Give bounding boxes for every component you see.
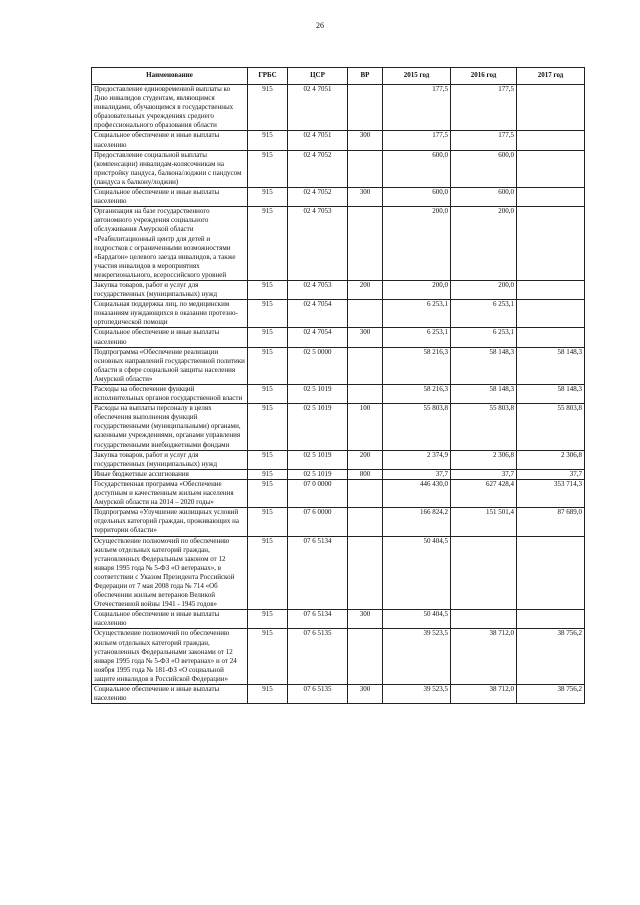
table-row <box>92 207 585 281</box>
cell-grbs: 915 <box>248 536 288 610</box>
cell-2017: 58 148,3 <box>517 385 585 404</box>
cell-vr <box>348 150 383 187</box>
cell-2015: 200,0 <box>383 207 451 281</box>
table-row <box>92 85 585 131</box>
cell-2016: 151 501,4 <box>451 508 517 536</box>
cell-vr: 300 <box>348 610 383 629</box>
cell-name: Подпрограмма «Обеспечение реализации основных направлений государственной политики области в сфере социальной защиты населения Амурской области» <box>92 347 248 384</box>
col-header-2017: 2017 год <box>517 68 585 85</box>
cell-2015: 177,5 <box>383 85 451 131</box>
table-row <box>92 328 585 347</box>
cell-vr <box>348 207 383 281</box>
cell-2015: 37,7 <box>383 469 451 479</box>
cell-2015: 58 216,3 <box>383 347 451 384</box>
cell-grbs: 915 <box>248 385 288 404</box>
cell-2016: 200,0 <box>451 280 517 299</box>
cell-vr: 300 <box>348 685 383 704</box>
table-row <box>92 131 585 150</box>
table-row <box>92 347 585 384</box>
cell-grbs: 915 <box>248 404 288 450</box>
cell-grbs: 915 <box>248 328 288 347</box>
cell-2015: 50 404,5 <box>383 536 451 610</box>
cell-name: Закупка товаров, работ и услуг для государственных (муниципальных) нужд <box>92 280 248 299</box>
cell-2016: 200,0 <box>451 207 517 281</box>
cell-vr <box>348 347 383 384</box>
col-header-csr: ЦСР <box>288 68 348 85</box>
cell-2017 <box>517 207 585 281</box>
cell-2016 <box>451 536 517 610</box>
cell-2016: 37,7 <box>451 469 517 479</box>
cell-2015: 6 253,1 <box>383 300 451 328</box>
cell-2015: 200,0 <box>383 280 451 299</box>
cell-2017: 55 803,8 <box>517 404 585 450</box>
cell-2017 <box>517 85 585 131</box>
col-header-vr: ВР <box>348 68 383 85</box>
table-row <box>92 479 585 507</box>
cell-grbs: 915 <box>248 131 288 150</box>
cell-2016: 6 253,1 <box>451 328 517 347</box>
cell-2016: 600,0 <box>451 150 517 187</box>
cell-vr <box>348 300 383 328</box>
cell-name: Осуществление полномочий по обеспечению жильем отдельных категорий граждан, установленных Федеральными законами от 12 января 1995 года № 5-ФЗ «О ветеранах» и от 24 ноября 1995 года № 181-ФЗ «О социальной защите инвалидов в Российской Федерации» <box>92 629 248 685</box>
cell-2017 <box>517 328 585 347</box>
cell-csr: 07 6 5135 <box>288 685 348 704</box>
cell-name: Социальное обеспечение и иные выплаты населению <box>92 685 248 704</box>
cell-2016: 177,5 <box>451 85 517 131</box>
cell-grbs: 915 <box>248 300 288 328</box>
cell-csr: 02 4 7051 <box>288 85 348 131</box>
cell-grbs: 915 <box>248 188 288 207</box>
cell-vr <box>348 536 383 610</box>
cell-2017 <box>517 188 585 207</box>
cell-csr: 02 5 1019 <box>288 385 348 404</box>
table-row <box>92 188 585 207</box>
col-header-grbs: ГРБС <box>248 68 288 85</box>
table-row <box>92 469 585 479</box>
cell-csr: 02 5 1019 <box>288 450 348 469</box>
cell-grbs: 915 <box>248 347 288 384</box>
cell-2016: 55 803,8 <box>451 404 517 450</box>
cell-name: Социальное обеспечение и иные выплаты населению <box>92 610 248 629</box>
cell-csr: 02 5 1019 <box>288 469 348 479</box>
cell-name: Государственная программа «Обеспечение доступным и качественным жильем населения Амурской области на 2014 – 2020 годы» <box>92 479 248 507</box>
cell-csr: 07 6 5134 <box>288 610 348 629</box>
cell-2015: 446 430,0 <box>383 479 451 507</box>
cell-2015: 50 404,5 <box>383 610 451 629</box>
table-row <box>92 508 585 536</box>
cell-2016: 6 253,1 <box>451 300 517 328</box>
table-row <box>92 300 585 328</box>
cell-2016 <box>451 610 517 629</box>
table-row <box>92 404 585 450</box>
cell-csr: 02 4 7054 <box>288 300 348 328</box>
cell-name: Организация на базе государственного автономного учреждения социального обслуживания Амурской области «Реабилитационный центр для детей и подростков с ограниченными возможностями «Бардагон» целевого заезда инвалидов, а также участия инвалидов в мероприятиях межрегионального, всероссийского уровней <box>92 207 248 281</box>
cell-csr: 02 5 0000 <box>288 347 348 384</box>
cell-2016: 58 148,3 <box>451 347 517 384</box>
cell-vr: 800 <box>348 469 383 479</box>
cell-2016: 177,5 <box>451 131 517 150</box>
cell-name: Социальное обеспечение и иные выплаты населению <box>92 188 248 207</box>
table-row <box>92 450 585 469</box>
cell-2015: 600,0 <box>383 150 451 187</box>
cell-vr <box>348 508 383 536</box>
cell-2017 <box>517 300 585 328</box>
cell-vr: 300 <box>348 131 383 150</box>
cell-grbs: 915 <box>248 207 288 281</box>
table-body <box>92 85 585 704</box>
cell-2017: 2 306,8 <box>517 450 585 469</box>
cell-name: Иные бюджетные ассигнования <box>92 469 248 479</box>
cell-2017: 37,7 <box>517 469 585 479</box>
cell-2016: 38 712,0 <box>451 629 517 685</box>
cell-csr: 02 4 7054 <box>288 328 348 347</box>
cell-vr: 100 <box>348 404 383 450</box>
cell-csr: 02 4 7052 <box>288 150 348 187</box>
cell-vr <box>348 385 383 404</box>
cell-2016: 38 712,0 <box>451 685 517 704</box>
col-header-name: Наименование <box>92 68 248 85</box>
cell-name: Расходы на обеспечение функций исполнительных органов государственной власти <box>92 385 248 404</box>
cell-2016: 58 148,3 <box>451 385 517 404</box>
cell-csr: 07 0 0000 <box>288 479 348 507</box>
cell-2015: 177,5 <box>383 131 451 150</box>
cell-2017: 87 689,0 <box>517 508 585 536</box>
cell-name: Социальное обеспечение и иные выплаты населению <box>92 328 248 347</box>
cell-vr <box>348 479 383 507</box>
cell-2015: 55 803,8 <box>383 404 451 450</box>
cell-2017: 38 756,2 <box>517 629 585 685</box>
cell-csr: 02 4 7051 <box>288 131 348 150</box>
cell-2016: 2 306,8 <box>451 450 517 469</box>
cell-vr: 200 <box>348 280 383 299</box>
cell-2017 <box>517 610 585 629</box>
table-row <box>92 536 585 610</box>
table-row <box>92 150 585 187</box>
cell-name: Предоставление единовременной выплаты ко Дню инвалидов студентам, являющимся инвалидами, обучающимся в государственных образовательных учреждениях среднего профессионального образования области <box>92 85 248 131</box>
cell-2017 <box>517 280 585 299</box>
cell-vr <box>348 629 383 685</box>
cell-grbs: 915 <box>248 150 288 187</box>
cell-csr: 02 4 7053 <box>288 207 348 281</box>
cell-2017 <box>517 150 585 187</box>
table-row <box>92 685 585 704</box>
table-header <box>92 68 585 85</box>
cell-2015: 600,0 <box>383 188 451 207</box>
col-header-2015: 2015 год <box>383 68 451 85</box>
cell-grbs: 915 <box>248 280 288 299</box>
cell-grbs: 915 <box>248 469 288 479</box>
cell-2016: 600,0 <box>451 188 517 207</box>
cell-name: Расходы на выплаты персоналу в целях обеспечения выполнения функций государственными (муниципальными) органами, казенными учреждениями, органами управления государственными внебюджетными фондами <box>92 404 248 450</box>
page-number: 26 <box>316 21 324 30</box>
cell-csr: 02 4 7053 <box>288 280 348 299</box>
cell-name: Подпрограмма «Улучшение жилищных условий отдельных категорий граждан, проживающих на территории области» <box>92 508 248 536</box>
cell-2017: 38 756,2 <box>517 685 585 704</box>
cell-name: Социальное обеспечение и иные выплаты населению <box>92 131 248 150</box>
cell-vr <box>348 85 383 131</box>
cell-grbs: 915 <box>248 479 288 507</box>
cell-grbs: 915 <box>248 450 288 469</box>
cell-grbs: 915 <box>248 610 288 629</box>
table-row <box>92 629 585 685</box>
cell-csr: 02 4 7052 <box>288 188 348 207</box>
cell-csr: 02 5 1019 <box>288 404 348 450</box>
cell-vr: 200 <box>348 450 383 469</box>
col-header-2016: 2016 год <box>451 68 517 85</box>
cell-2015: 166 824,2 <box>383 508 451 536</box>
cell-2017 <box>517 536 585 610</box>
cell-vr: 300 <box>348 188 383 207</box>
cell-name: Закупка товаров, работ и услуг для государственных (муниципальных) нужд <box>92 450 248 469</box>
cell-name: Предоставление социальной выплаты (компенсации) инвалидам-колясочникам на пристройку пандуса, балкона/лоджии с пандусом (пандуса к балкону/лоджии) <box>92 150 248 187</box>
cell-2017: 58 148,3 <box>517 347 585 384</box>
table-row <box>92 385 585 404</box>
cell-grbs: 915 <box>248 629 288 685</box>
cell-grbs: 915 <box>248 685 288 704</box>
cell-2015: 2 374,9 <box>383 450 451 469</box>
cell-2017: 353 714,3 <box>517 479 585 507</box>
cell-csr: 07 6 5135 <box>288 629 348 685</box>
cell-2016: 627 428,4 <box>451 479 517 507</box>
cell-2017 <box>517 131 585 150</box>
cell-2015: 6 253,1 <box>383 328 451 347</box>
cell-name: Осуществление полномочий по обеспечению жильем отдельных категорий граждан, установленных Федеральным законом от 12 января 1995 года № 5-ФЗ «О ветеранах», в соответствии с Указом Президента Российской Федерации от 7 мая 2008 года № 714 «Об обеспечении жильем ветеранов Великой Отечественной войны 1941 - 1945 годов» <box>92 536 248 610</box>
budget-table <box>91 67 585 704</box>
cell-grbs: 915 <box>248 85 288 131</box>
cell-2015: 39 523,5 <box>383 629 451 685</box>
cell-2015: 58 216,3 <box>383 385 451 404</box>
cell-vr: 300 <box>348 328 383 347</box>
cell-csr: 07 6 0000 <box>288 508 348 536</box>
table-row <box>92 610 585 629</box>
cell-2015: 39 523,5 <box>383 685 451 704</box>
table-row <box>92 280 585 299</box>
cell-name: Социальная поддержка лиц, по медицинским показаниям нуждающихся в оказании протезно-ортопедической помощи <box>92 300 248 328</box>
cell-csr: 07 6 5134 <box>288 536 348 610</box>
cell-grbs: 915 <box>248 508 288 536</box>
